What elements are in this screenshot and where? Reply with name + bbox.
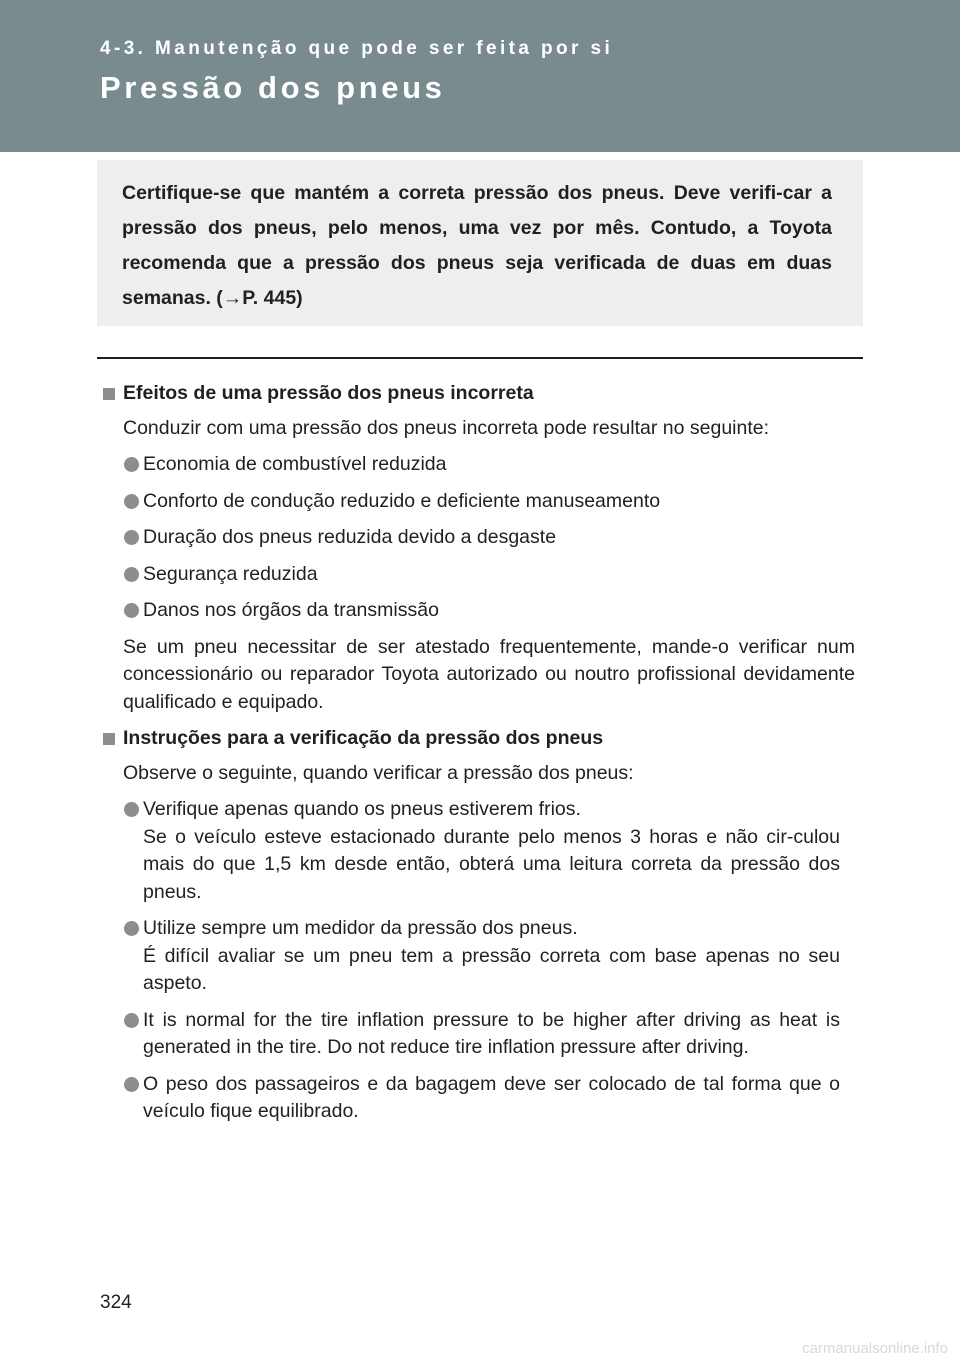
list-item — [143, 488, 840, 516]
circle-bullet-icon — [124, 530, 139, 545]
list-item — [143, 915, 840, 998]
list-item — [143, 524, 840, 552]
list-item-text: Utilize sempre um medidor da pressão dos pneus. — [143, 917, 578, 939]
paragraph-lead: Observe o seguinte, quando verificar a pressão dos pneus: — [123, 761, 634, 784]
paragraph-lead: Conduzir com uma pressão dos pneus incorreta pode resultar no seguinte: — [123, 416, 770, 439]
list-item — [143, 796, 840, 906]
page-number: 324 — [100, 1292, 132, 1313]
main-content — [0, 380, 960, 1135]
list-item-text: Duração dos pneus reduzida devido a desgaste — [143, 526, 557, 548]
list-item — [143, 1007, 840, 1062]
list-item-text: Danos nos órgãos da transmissão — [143, 599, 439, 621]
circle-bullet-icon — [124, 457, 139, 472]
list-item — [143, 1071, 840, 1126]
circle-bullet-icon — [124, 603, 139, 618]
section-subtitle: 4-3. Manutenção que pode ser feita por si — [100, 38, 614, 59]
intro-text: Certifique-se que mantém a correta pressão dos pneus. Deve verifi-car a pressão dos pneus, pelo menos, uma vez por mês. Contudo, a Toyota recomenda que a pressão dos pneus seja verificada de duas em duas semanas. (→P. 445) — [122, 182, 832, 309]
list-item-text: Conforto de condução reduzido e deficiente manuseamento — [143, 489, 661, 512]
list-item — [143, 597, 840, 625]
list-item-detail: Se o veículo esteve estacionado durante pelo menos 3 horas e não cir-culou mais do que 1,5 km desde então, obterá uma leitura correta da pressão dos pneus. — [143, 825, 840, 903]
list-item — [143, 451, 840, 479]
chapter-header — [0, 0, 960, 152]
intro-box — [97, 160, 863, 326]
square-bullet-icon — [103, 733, 115, 745]
circle-bullet-icon — [124, 494, 139, 509]
circle-bullet-icon — [124, 567, 139, 582]
page-title: Pressão dos pneus — [100, 70, 446, 105]
list-item — [143, 561, 840, 589]
watermark: carmanualsonline.info — [802, 1340, 948, 1357]
divider-line — [97, 357, 863, 359]
section-heading-text: Instruções para a verificação da pressão dos pneus — [123, 727, 604, 749]
circle-bullet-icon — [124, 1077, 139, 1092]
list-item-detail: É difícil avaliar se um pneu tem a pressão correta com base apenas no seu aspeto. — [143, 944, 840, 994]
section-heading-text: Efeitos de uma pressão dos pneus incorreta — [123, 382, 534, 404]
section-heading-effects — [0, 380, 960, 408]
list-item-text: Verifique apenas quando os pneus estiverem frios. — [143, 798, 581, 820]
circle-bullet-icon — [124, 1013, 139, 1028]
list-item-text: Segurança reduzida — [143, 562, 318, 585]
square-bullet-icon — [103, 388, 115, 400]
circle-bullet-icon — [124, 921, 139, 936]
section-heading-instructions — [0, 725, 960, 753]
circle-bullet-icon — [124, 802, 139, 817]
list-item-text: O peso dos passageiros e da bagagem deve ser colocado de tal forma que o veículo fique equilibrado. — [143, 1072, 840, 1122]
list-item-text: It is normal for the tire inflation pressure to be higher after driving as heat is generated in the tire. Do not reduce tire inflation pressure after driving. — [143, 1008, 840, 1058]
list-item-text: Economia de combustível reduzida — [143, 453, 447, 475]
paragraph-closing: Se um pneu necessitar de ser atestado frequentemente, mande-o verificar num concessionário ou reparador Toyota autorizado ou noutro profissional devidamente qualificado e equipado. — [123, 635, 855, 713]
